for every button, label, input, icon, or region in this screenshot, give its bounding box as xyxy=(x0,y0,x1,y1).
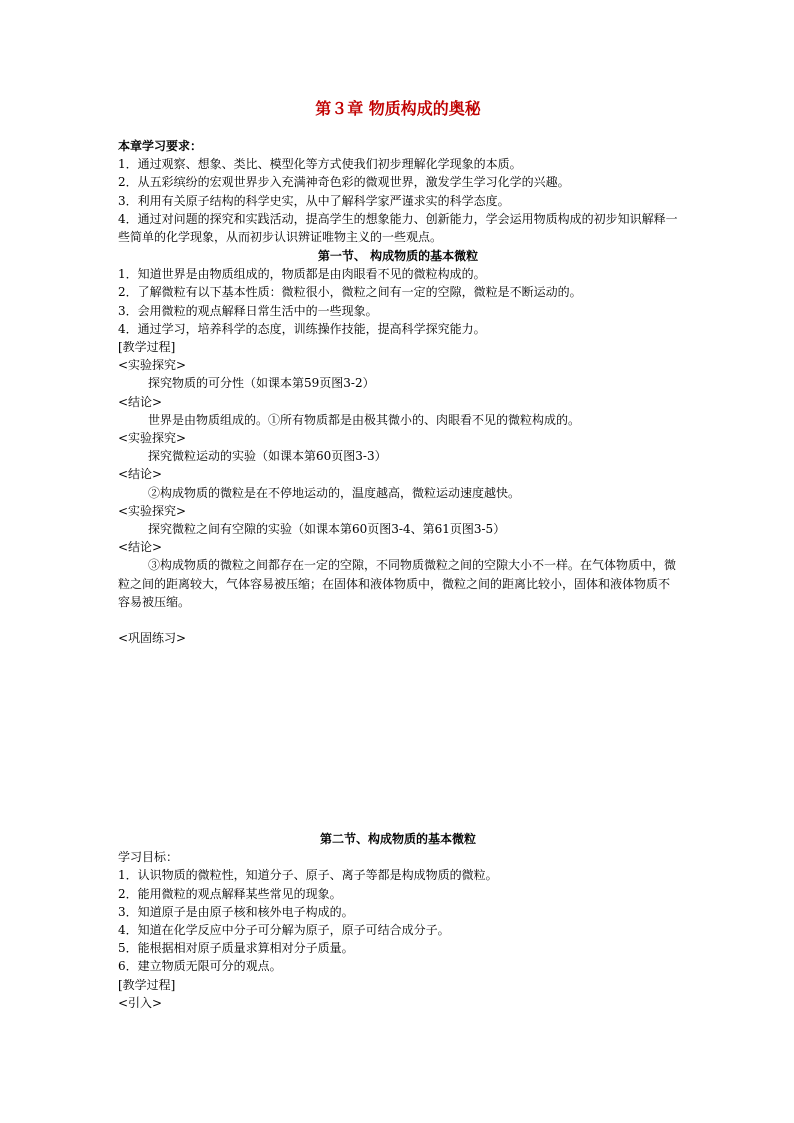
section-2-goal: 2．能用微粒的观点解释某些常见的现象。 xyxy=(118,886,342,901)
conclusion-label: <结论> xyxy=(118,394,163,409)
teaching-process-label: [教学过程] xyxy=(118,977,176,992)
requirement-item: 1．通过观察、想象、类比、模型化等方式使我们初步理解化学现象的本质。 xyxy=(118,157,522,172)
section-2-goal: 4．知道在化学反应中分子可分解为原子，原子可结合成分子。 xyxy=(118,923,450,938)
practice-label: <巩固练习> xyxy=(118,631,187,645)
conclusion-label: <结论> xyxy=(118,540,163,555)
section-1-goal: 2．了解微粒有以下基本性质：微粒很小，微粒之间有一定的空隙，微粒是不断运动的。 xyxy=(118,285,582,300)
section-2-title: 第二节、构成物质的基本微粒 xyxy=(319,832,476,846)
section-2-goal: 3．知道原子是由原子核和核外电子构成的。 xyxy=(118,904,354,919)
experiment-label: <实验探究> xyxy=(118,358,187,373)
requirement-item: 4．通过对问题的探究和实践活动，提高学生的想象能力、创新能力，学会运用物质构成的初步知识解释一些简单的化学现象，从而初步认识辨证唯物主义的一些观点。 xyxy=(118,211,678,245)
section-1-title: 第一节、 构成物质的基本微粒 xyxy=(317,249,479,263)
section-2-goal: 6．建立物质无限可分的观点。 xyxy=(118,959,282,974)
learning-goals-label: 学习目标： xyxy=(118,850,179,865)
section-2-goal: 1．认识物质的微粒性，知道分子、原子、离子等都是构成物质的微粒。 xyxy=(118,868,498,883)
conclusion-text: ③构成物质的微粒之间都存在一定的空隙，不同物质微粒之间的空隙大小不一样。在气体物质中，微粒之间的距离较大，气体容易被压缩；在固体和液体物质中，微粒之间的距离比较小，固体和液体物质不容易被压缩。 xyxy=(118,558,677,609)
requirements-heading: 本章学习要求： xyxy=(118,139,203,153)
conclusion-text: 世界是由物质组成的。①所有物质都是由极其微小的、肉眼看不见的微粒构成的。 xyxy=(148,412,581,427)
chapter-requirements xyxy=(118,137,678,246)
requirement-item: 2．从五彩缤纷的宏观世界步入充满神奇色彩的微观世界，激发学生学习化学的兴趣。 xyxy=(118,175,570,190)
experiment-text: 探究物质的可分性（如课本第59页图3-2） xyxy=(148,376,375,391)
section-1-goal: 4．通过学习，培养科学的态度，训练操作技能，提高科学探究能力。 xyxy=(118,321,486,336)
section-2-goal: 5．能根据相对原子质量求算相对分子质量。 xyxy=(118,941,354,956)
experiment-label: <实验探究> xyxy=(118,503,187,518)
intro-label: <引入> xyxy=(118,995,163,1010)
teaching-process-label: [教学过程] xyxy=(118,340,176,355)
requirement-item: 3．利用有关原子结构的科学史实，从中了解科学家严谨求实的科学态度。 xyxy=(118,193,510,208)
chapter-title: 第３章 物质构成的奥秘 xyxy=(315,99,481,118)
conclusion-label: <结论> xyxy=(118,467,163,482)
conclusion-text: ②构成物质的微粒是在不停地运动的，温度越高，微粒运动速度越快。 xyxy=(148,485,521,500)
section-1 xyxy=(118,247,678,611)
section-1-goal: 3．会用微粒的观点解释日常生活中的一些现象。 xyxy=(118,303,378,318)
practice-block xyxy=(118,629,678,647)
section-1-goal: 1．知道世界是由物质组成的，物质都是由肉眼看不见的微粒构成的。 xyxy=(118,267,486,282)
experiment-text: 探究微粒之间有空隙的实验（如课本第60页图3-4、第61页图3-5） xyxy=(148,522,506,537)
experiment-text: 探究微粒运动的实验（如课本第60页图3-3） xyxy=(148,449,387,464)
section-2 xyxy=(118,830,678,1012)
experiment-label: <实验探究> xyxy=(118,431,187,446)
